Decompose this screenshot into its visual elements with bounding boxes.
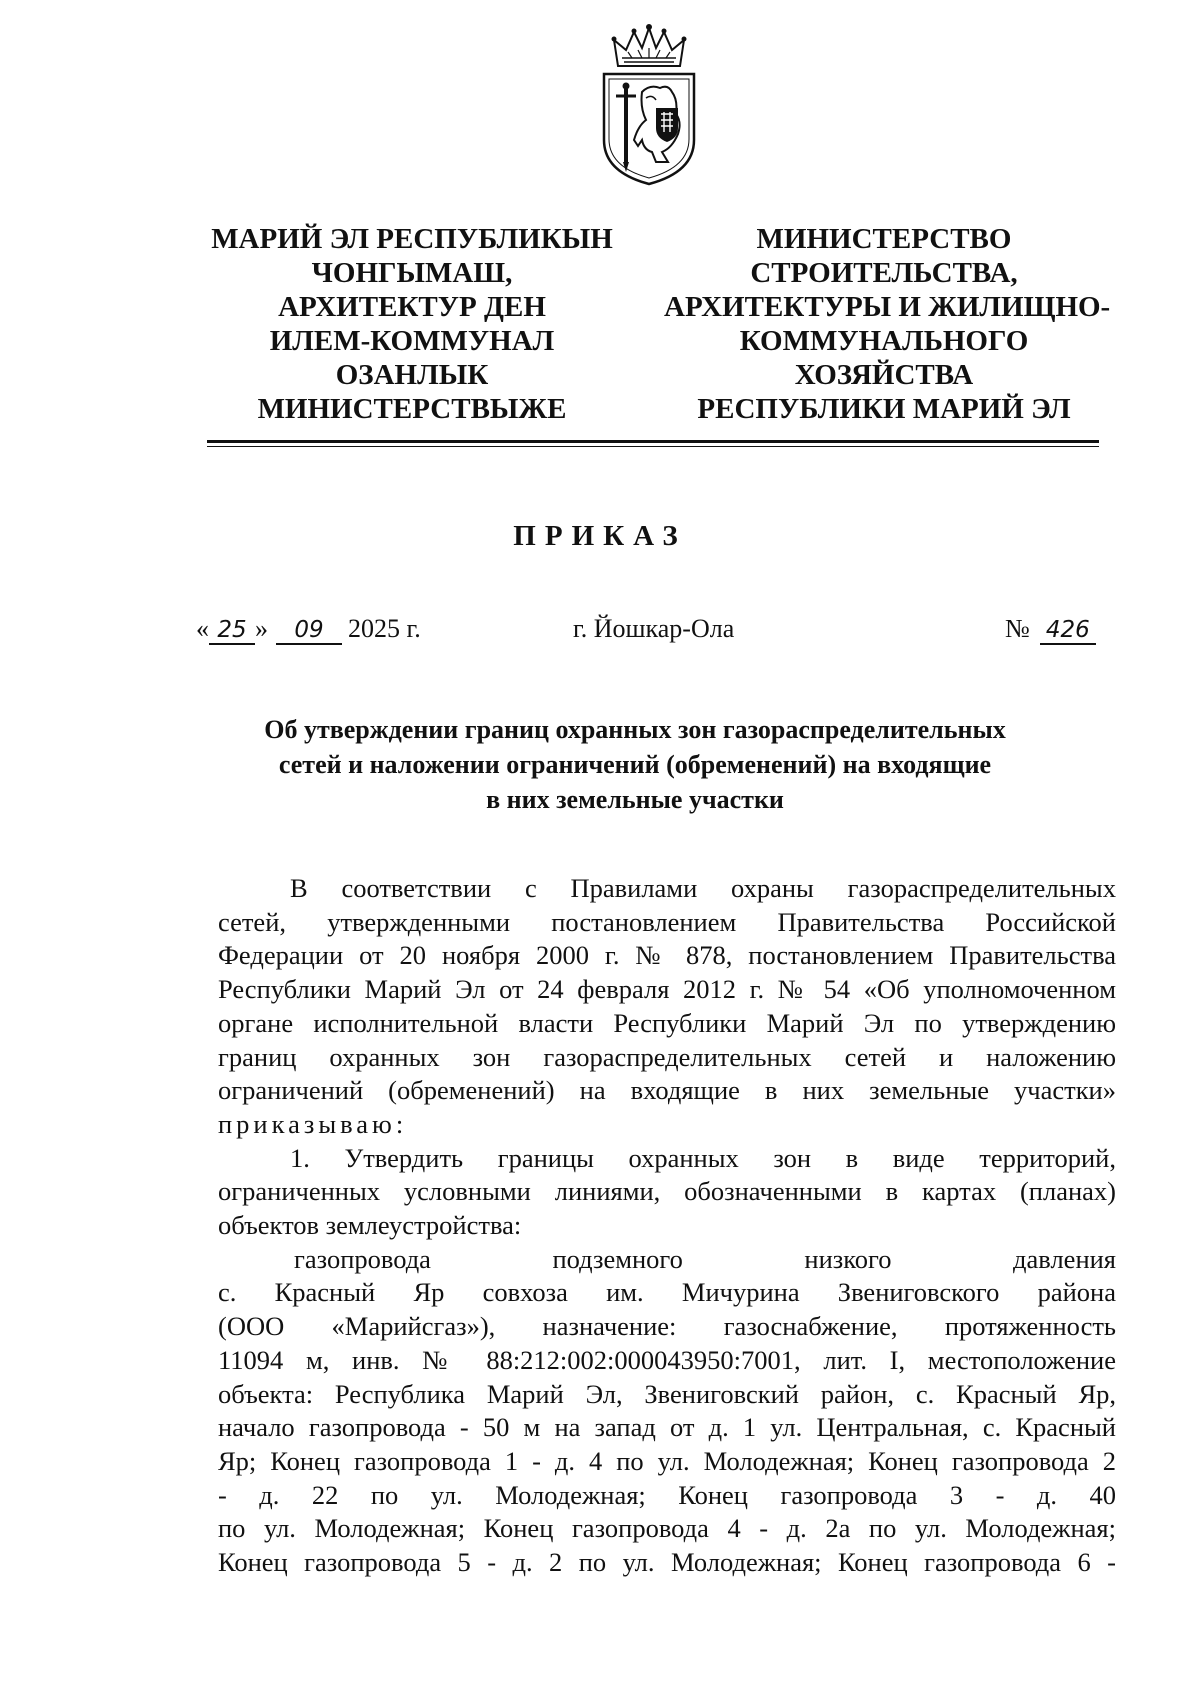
header-russian-line: АРХИТЕКТУРЫ И ЖИЛИЩНО- — [664, 291, 1111, 323]
handwritten-day: 25 — [209, 617, 255, 645]
number-label: № — [1005, 614, 1030, 643]
handwritten-number: 426 — [1040, 617, 1096, 645]
header-divider-thick — [207, 440, 1099, 443]
date-year: 2025 г. — [348, 614, 421, 643]
body-line: - д. 22 по ул. Молодежная; Конец газопровода 3 - д. 40 — [218, 1479, 1116, 1510]
order-title: ПРИКАЗ — [513, 520, 687, 552]
header-divider-thin — [207, 446, 1099, 447]
header-mari-line: ОЗАНЛЫК — [335, 359, 489, 391]
subject-line: в них земельные участки — [486, 785, 784, 814]
order-body-text — [218, 872, 1116, 1580]
header-mari-line: ИЛЕМ-КОММУНАЛ — [269, 325, 555, 357]
body-line: В соответствии с Правилами охраны газораспределительных — [290, 873, 1116, 903]
body-line: 1. Утвердить границы охранных зон в виде территорий, — [290, 1142, 1116, 1173]
body-line: начало газопровода - 50 м на запад от д. 1 ул. Центральная, с. Красный — [218, 1412, 1116, 1443]
header-mari-line: ЧОНГЫМАШ, — [311, 257, 513, 289]
body-line-order-word: приказываю: — [218, 1108, 408, 1139]
ministry-header-mari — [192, 222, 632, 426]
body-line: ограничений (обременений) на входящие в них земельные участки» — [218, 1075, 1116, 1106]
date-open-quote: « — [196, 614, 209, 643]
body-line: газопровода подземного низкого давления — [294, 1243, 1116, 1274]
header-mari-line: МАРИЙ ЭЛ РЕСПУБЛИКЫН — [211, 223, 613, 255]
header-russian-line: КОММУНАЛЬНОГО — [739, 325, 1029, 357]
body-line: (ООО «Марийсгаз»), назначение: газоснабжение, протяженность — [218, 1311, 1116, 1342]
header-russian-line: МИНИСТЕРСТВО — [756, 223, 1012, 255]
body-line: ограниченных условными линиями, обозначенными в картах (планах) — [218, 1176, 1116, 1207]
body-line: по ул. Молодежная; Конец газопровода 4 - д. 2а по ул. Молодежная; — [218, 1513, 1116, 1544]
header-russian-line: ХОЗЯЙСТВА — [794, 359, 974, 391]
header-russian-line: РЕСПУБЛИКИ МАРИЙ ЭЛ — [697, 393, 1071, 425]
body-line: 11094 м, инв. № 88:212:002:000043950:7001, лит. I, местоположение — [218, 1344, 1116, 1375]
ministry-header-russian — [664, 222, 1111, 426]
order-date — [196, 614, 421, 645]
header-mari-line: АРХИТЕКТУР ДЕН — [278, 291, 546, 323]
order-subject — [200, 712, 1070, 817]
body-line: границ охранных зон газораспределительных сетей и наложению — [218, 1041, 1116, 1072]
coat-of-arms-emblem — [598, 22, 700, 188]
body-line: Яр; Конец газопровода 1 - д. 4 по ул. Молодежная; Конец газопровода 2 — [218, 1445, 1116, 1476]
handwritten-month: 09 — [276, 617, 342, 645]
body-line: Конец газопровода 5 - д. 2 по ул. Молодежная; Конец газопровода 6 - — [218, 1547, 1116, 1578]
body-line: объекта: Республика Марий Эл, Звениговский район, с. Красный Яр, — [218, 1378, 1116, 1409]
body-line: с. Красный Яр совхоза им. Мичурина Звениговского района — [218, 1277, 1116, 1308]
header-russian-line: СТРОИТЕЛЬСТВА, — [750, 257, 1018, 289]
body-line: органе исполнительной власти Республики Марий Эл по утверждению — [218, 1007, 1116, 1038]
subject-line: сетей и наложении ограничений (обременений) на входящие — [278, 750, 992, 779]
body-line: сетей, утвержденными постановлением Правительства Российской — [218, 906, 1116, 937]
body-line: Федерации от 20 ноября 2000 г. № 878, постановлением Правительства — [218, 940, 1116, 971]
date-close-quote: » — [255, 614, 268, 643]
order-city: г. Йошкар-Ола — [573, 614, 735, 643]
subject-line: Об утверждении границ охранных зон газораспределительных — [264, 715, 1006, 744]
order-number — [1005, 614, 1096, 645]
body-line: Республики Марий Эл от 24 февраля 2012 г. № 54 «Об уполномоченном — [218, 974, 1116, 1005]
header-mari-line: МИНИСТЕРСТВЫЖЕ — [257, 393, 567, 425]
body-line: объектов землеустройства: — [218, 1210, 522, 1241]
